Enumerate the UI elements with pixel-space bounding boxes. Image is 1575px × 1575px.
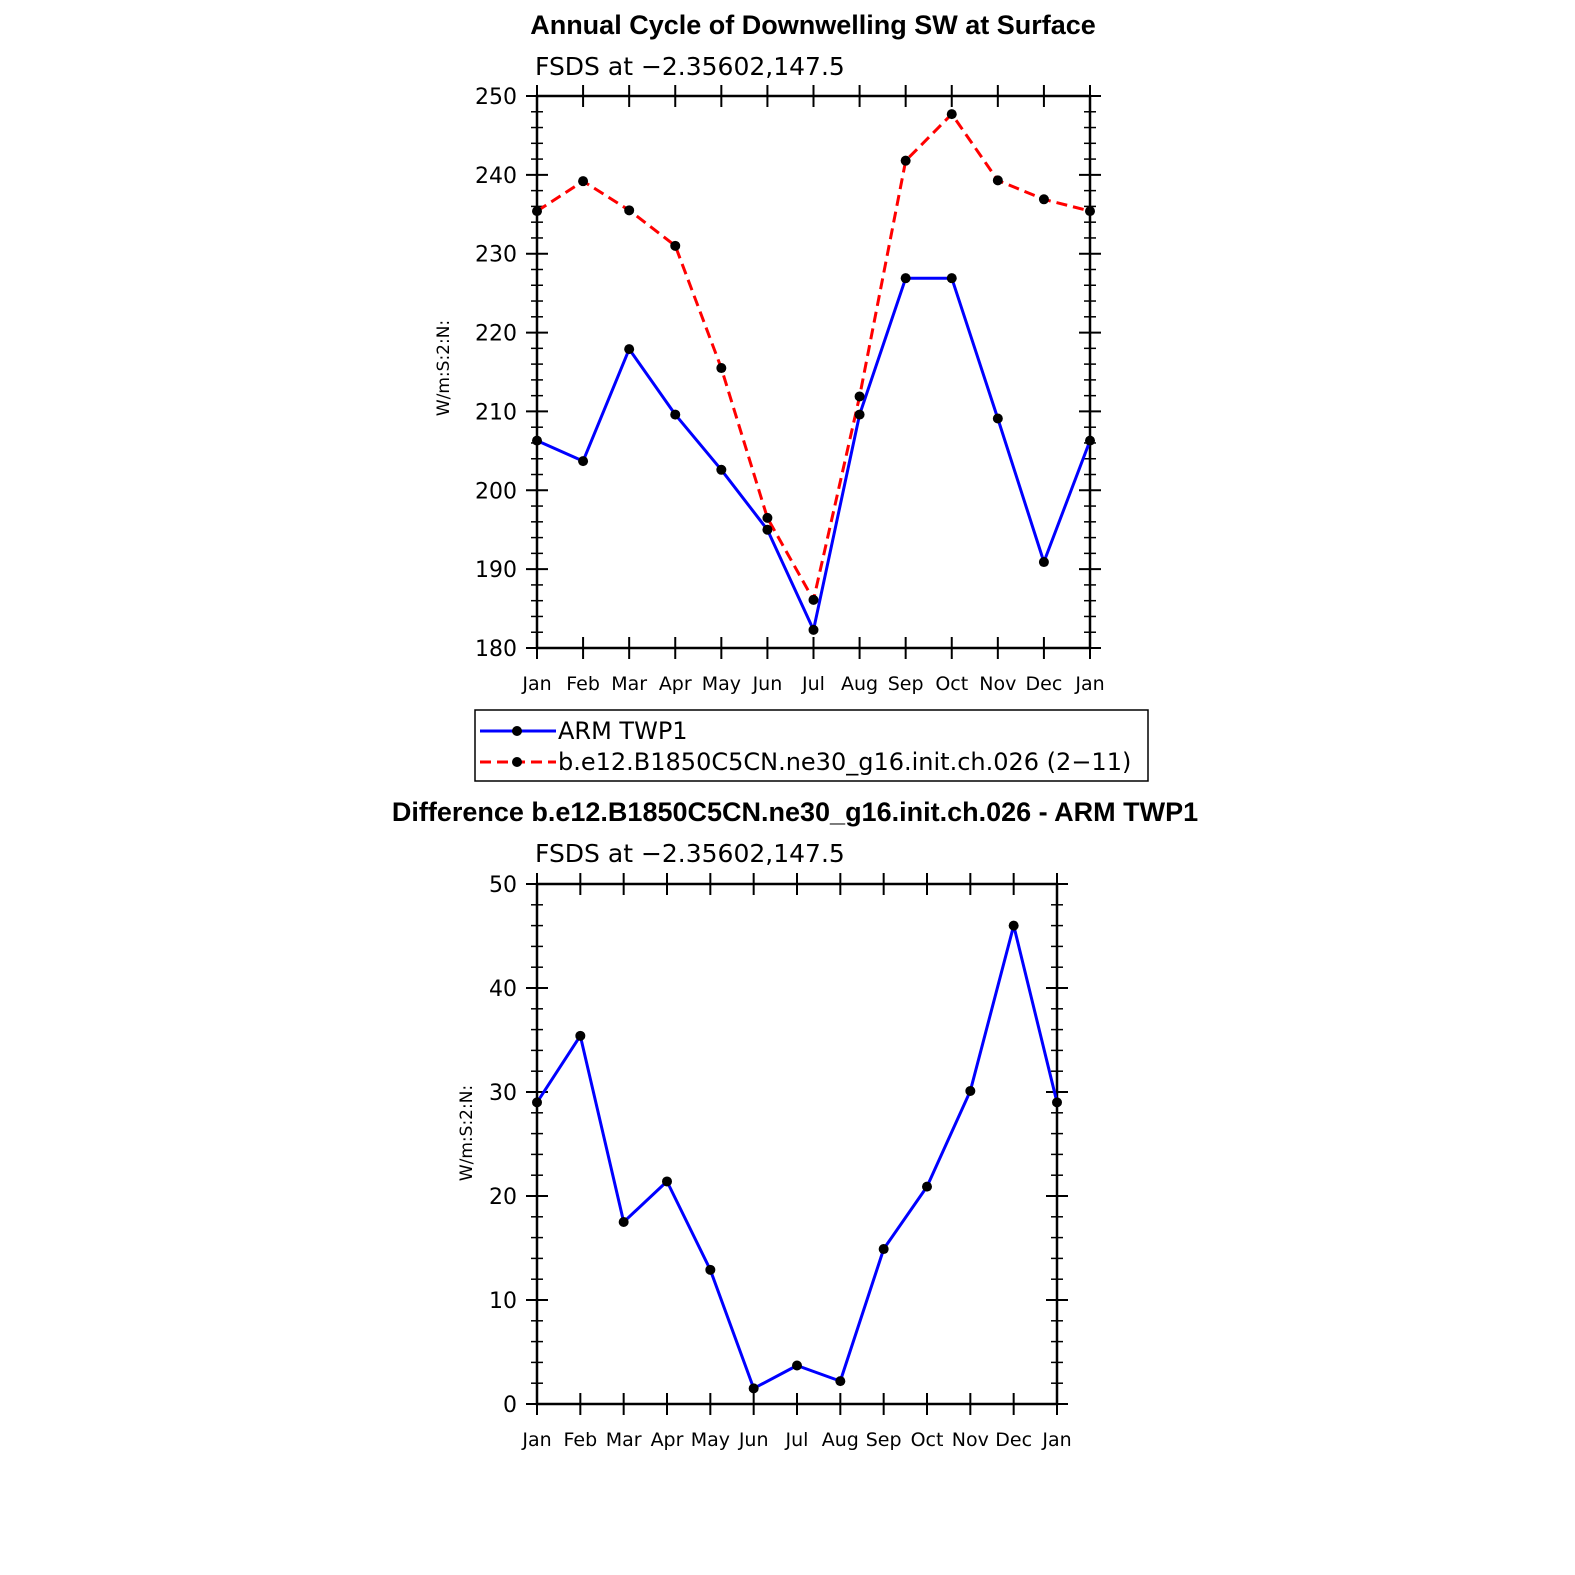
x-tick-label: Feb bbox=[566, 673, 600, 695]
annual-cycle-chart bbox=[434, 10, 1105, 695]
data-point bbox=[1039, 557, 1049, 567]
data-point bbox=[1052, 1097, 1062, 1107]
data-point bbox=[855, 391, 865, 401]
data-point bbox=[965, 1086, 975, 1096]
chart-subtitle: FSDS at −2.35602,147.5 bbox=[535, 52, 845, 81]
data-point bbox=[532, 206, 542, 216]
legend-entry-label: ARM TWP1 bbox=[558, 717, 688, 745]
legend bbox=[475, 710, 1148, 781]
y-axis-label: W/m:S:2:N: bbox=[457, 1084, 477, 1182]
series-line bbox=[537, 114, 1090, 600]
data-point bbox=[578, 456, 588, 466]
data-point bbox=[762, 513, 772, 523]
x-tick-label: Dec bbox=[995, 1429, 1033, 1451]
data-point bbox=[1039, 194, 1049, 204]
y-tick-label: 0 bbox=[503, 1393, 517, 1418]
y-tick-label: 30 bbox=[489, 1081, 517, 1106]
y-tick-label: 210 bbox=[475, 400, 517, 426]
x-tick-label: Feb bbox=[563, 1429, 598, 1451]
y-tick-label: 10 bbox=[489, 1289, 517, 1314]
x-tick-label: Nov bbox=[979, 673, 1017, 695]
data-point bbox=[532, 1097, 542, 1107]
y-tick-label: 230 bbox=[475, 242, 517, 268]
data-point bbox=[809, 595, 819, 605]
x-tick-label: Sep bbox=[887, 673, 924, 695]
x-tick-label: Jan bbox=[1042, 1429, 1072, 1451]
y-tick-label: 200 bbox=[475, 479, 517, 505]
x-tick-label: Aug bbox=[821, 1429, 859, 1451]
y-tick-label: 180 bbox=[475, 637, 517, 662]
data-point bbox=[855, 410, 865, 420]
data-point bbox=[993, 414, 1003, 424]
x-tick-label: Aug bbox=[841, 673, 879, 695]
x-tick-label: Nov bbox=[951, 1429, 989, 1451]
x-tick-label: Jan bbox=[522, 1429, 552, 1451]
data-point bbox=[624, 205, 634, 215]
data-point bbox=[835, 1376, 845, 1386]
y-tick-label: 40 bbox=[489, 977, 517, 1002]
data-point bbox=[705, 1265, 715, 1275]
data-point bbox=[993, 175, 1003, 185]
data-point bbox=[1085, 206, 1095, 216]
data-point bbox=[670, 241, 680, 251]
x-tick-label: Apr bbox=[658, 673, 692, 695]
data-point bbox=[901, 273, 911, 283]
series-line bbox=[537, 926, 1057, 1389]
data-point bbox=[662, 1176, 672, 1186]
y-tick-label: 190 bbox=[475, 558, 517, 584]
x-tick-label: May bbox=[701, 673, 741, 695]
x-tick-label: Jan bbox=[522, 673, 552, 695]
data-point bbox=[578, 176, 588, 186]
x-tick-label: Jul bbox=[785, 1429, 809, 1451]
series-line bbox=[537, 278, 1090, 630]
data-point bbox=[792, 1361, 802, 1371]
data-point bbox=[716, 465, 726, 475]
chart-title: Difference b.e12.B1850C5CN.ne30_g16.init.ch.026 - ARM TWP1 bbox=[391, 797, 1199, 827]
data-point bbox=[619, 1217, 629, 1227]
data-point bbox=[922, 1182, 932, 1192]
chart-title: Annual Cycle of Downwelling SW at Surface bbox=[530, 10, 1096, 40]
data-point bbox=[716, 363, 726, 373]
data-point bbox=[947, 109, 957, 119]
data-point bbox=[1009, 921, 1019, 931]
data-point bbox=[749, 1383, 759, 1393]
plot-frame bbox=[537, 884, 1057, 1404]
legend-entry-label: b.e12.B1850C5CN.ne30_g16.init.ch.026 (2−11) bbox=[558, 748, 1132, 776]
difference-chart bbox=[392, 797, 1198, 1451]
plot-area bbox=[475, 85, 1105, 695]
data-point bbox=[901, 156, 911, 166]
x-tick-label: Oct bbox=[910, 1429, 944, 1451]
x-tick-label: Jul bbox=[802, 673, 825, 695]
y-tick-label: 240 bbox=[475, 163, 517, 189]
x-tick-label: Mar bbox=[605, 1429, 642, 1451]
y-axis-label: W/m:S:2:N: bbox=[434, 319, 454, 417]
data-point bbox=[624, 344, 634, 354]
x-tick-label: Sep bbox=[865, 1429, 902, 1451]
y-tick-label: 250 bbox=[475, 85, 517, 110]
x-tick-label: Oct bbox=[935, 673, 969, 695]
x-tick-label: Jun bbox=[752, 673, 783, 695]
data-point bbox=[947, 273, 957, 283]
x-tick-label: Apr bbox=[650, 1429, 684, 1451]
x-tick-label: Jan bbox=[1075, 673, 1105, 695]
y-tick-label: 50 bbox=[489, 873, 517, 898]
x-tick-label: Mar bbox=[611, 673, 648, 695]
data-point bbox=[879, 1244, 889, 1254]
data-point bbox=[809, 625, 819, 635]
chart-subtitle: FSDS at −2.35602,147.5 bbox=[535, 839, 845, 868]
data-point bbox=[532, 436, 542, 446]
data-point bbox=[762, 525, 772, 535]
x-tick-label: May bbox=[690, 1429, 730, 1451]
data-point bbox=[1085, 436, 1095, 446]
data-point bbox=[575, 1031, 585, 1041]
y-tick-label: 220 bbox=[475, 321, 517, 347]
data-point bbox=[670, 410, 680, 420]
legend-swatch-marker bbox=[512, 726, 522, 736]
x-tick-label: Dec bbox=[1025, 673, 1063, 695]
plot-area bbox=[489, 873, 1072, 1451]
x-tick-label: Jun bbox=[738, 1429, 769, 1451]
y-tick-label: 20 bbox=[489, 1185, 517, 1210]
legend-swatch-marker bbox=[512, 757, 522, 767]
